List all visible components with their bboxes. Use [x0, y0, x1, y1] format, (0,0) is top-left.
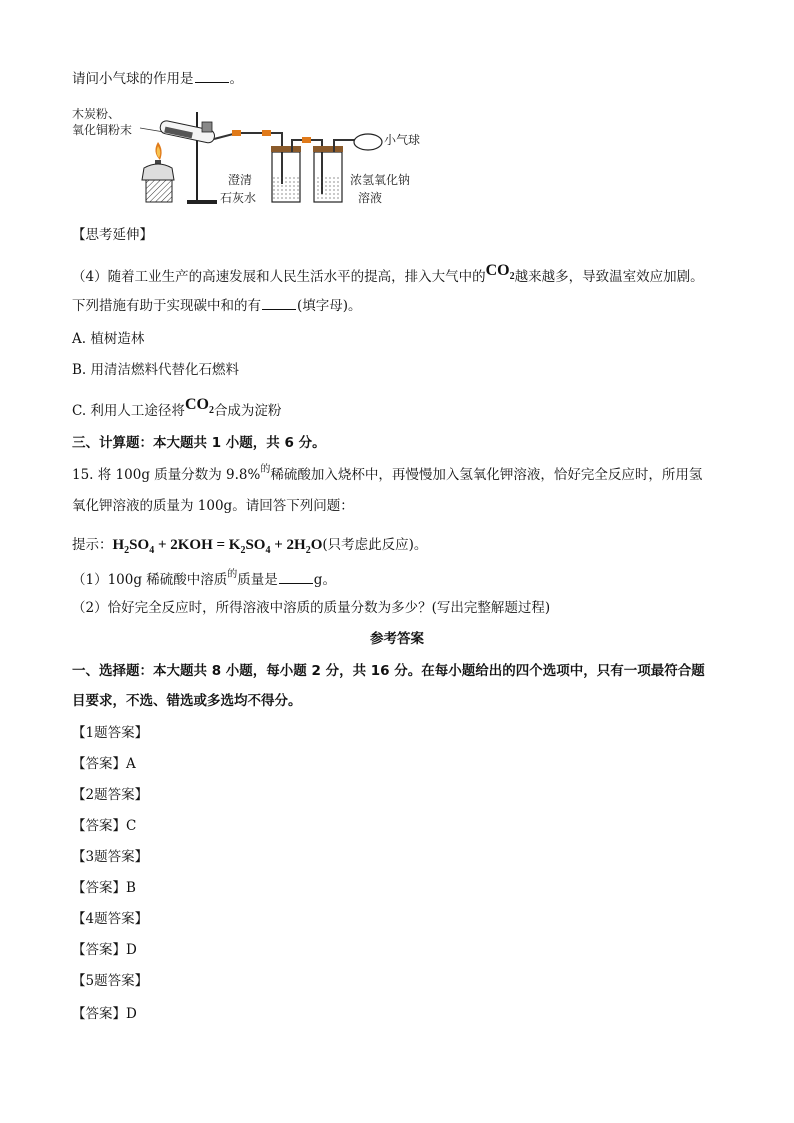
answer-3-value: 【答案】B [72, 880, 136, 896]
q14-text: 请问小气球的作用是 [72, 71, 194, 87]
label-naoh-2: 溶液 [358, 191, 383, 205]
answer-4-title: 【4题答案】 [72, 911, 149, 927]
answer-5-title: 【5题答案】 [72, 973, 149, 989]
answer-4-value: 【答案】D [72, 942, 137, 958]
q15-sub1: （1）100g 稀硫酸中溶质$^的$质量是 g。 [72, 569, 336, 588]
section-think-heading: 【思考延伸】 [72, 227, 153, 243]
section3-heading: 三、计算题：本大题共 1 小题，共 6 分。 [72, 435, 326, 451]
q15-line1: 15. 将 100g 质量分数为 9.8%$^的$稀硫酸加入烧杯中，再慢慢加入氢氧化钾溶液，恰好完全反应时，所用氢 [72, 464, 703, 483]
answer-blank [279, 571, 313, 584]
q15-line2: 氧化钾溶液的质量为 100g。请回答下列问题： [72, 498, 354, 514]
label-limewater-1: 澄清 [228, 173, 253, 187]
balloon [354, 134, 382, 150]
q4-option-b: B. 用清洁燃料代替化石燃料 [72, 362, 240, 378]
lamp-block [146, 180, 172, 202]
label-limewater-2: 石灰水 [220, 191, 257, 205]
q14-period: 。 [229, 71, 243, 87]
alcohol-lamp [142, 164, 174, 180]
answer-blank [195, 70, 229, 83]
answers-title: 参考答案 [370, 631, 424, 647]
label-naoh-1: 浓氢氧化钠 [350, 173, 411, 187]
label-powder-2: 氧化铜粉末 [72, 123, 133, 137]
label-balloon: 小气球 [384, 133, 421, 147]
section1-heading-line1: 一、选择题：本大题共 8 小题，每小题 2 分，共 16 分。在每小题给出的四个选项中，只有一项最符合题 [72, 663, 705, 679]
co2-formula: $CO_2$ [184, 396, 214, 417]
answer-3-title: 【3题答案】 [72, 849, 149, 865]
answer-1-value: 【答案】A [72, 756, 136, 772]
q4-option-a: A. 植树造林 [72, 331, 145, 347]
stand-base [187, 200, 217, 204]
q15-hint: 提示：$H_2SO_4 + 2KOH = K_2SO_4 + 2H_2O$(只考虑此反应)。 [72, 537, 428, 556]
co2-formula: $CO_2$ [485, 262, 515, 283]
label-powder-1: 木炭粉、 [72, 107, 121, 121]
q4-option-c: C. 利用人工途径将$CO_2$合成为淀粉 [72, 396, 282, 419]
q15-sub2: （2）恰好完全反应时，所得溶液中溶质的质量分数为多少？(写出完整解题过程) [72, 600, 551, 616]
experiment-apparatus-diagram [72, 104, 452, 214]
answer-2-title: 【2题答案】 [72, 787, 149, 803]
clamp [202, 122, 212, 132]
section1-heading-line2: 目要求，不选、错选或多选均不得分。 [72, 693, 302, 709]
answer-5-value: 【答案】D [72, 1006, 137, 1022]
q4-line2: 下列措施有助于实现碳中和的有 (填字母)。 [72, 298, 362, 314]
q14-tail-line [72, 70, 243, 88]
chemical-equation: $H_2SO_4 + 2KOH = K_2SO_4 + 2H_2O$ [112, 537, 323, 556]
answer-2-value: 【答案】C [72, 818, 137, 834]
answer-1-title: 【1题答案】 [72, 725, 149, 741]
answer-blank [262, 297, 296, 310]
q4-line1: （4）随着工业生产的高速发展和人民生活水平的提高，排入大气中的$CO_2$越来越多，导致温室效应加剧。 [72, 262, 704, 285]
